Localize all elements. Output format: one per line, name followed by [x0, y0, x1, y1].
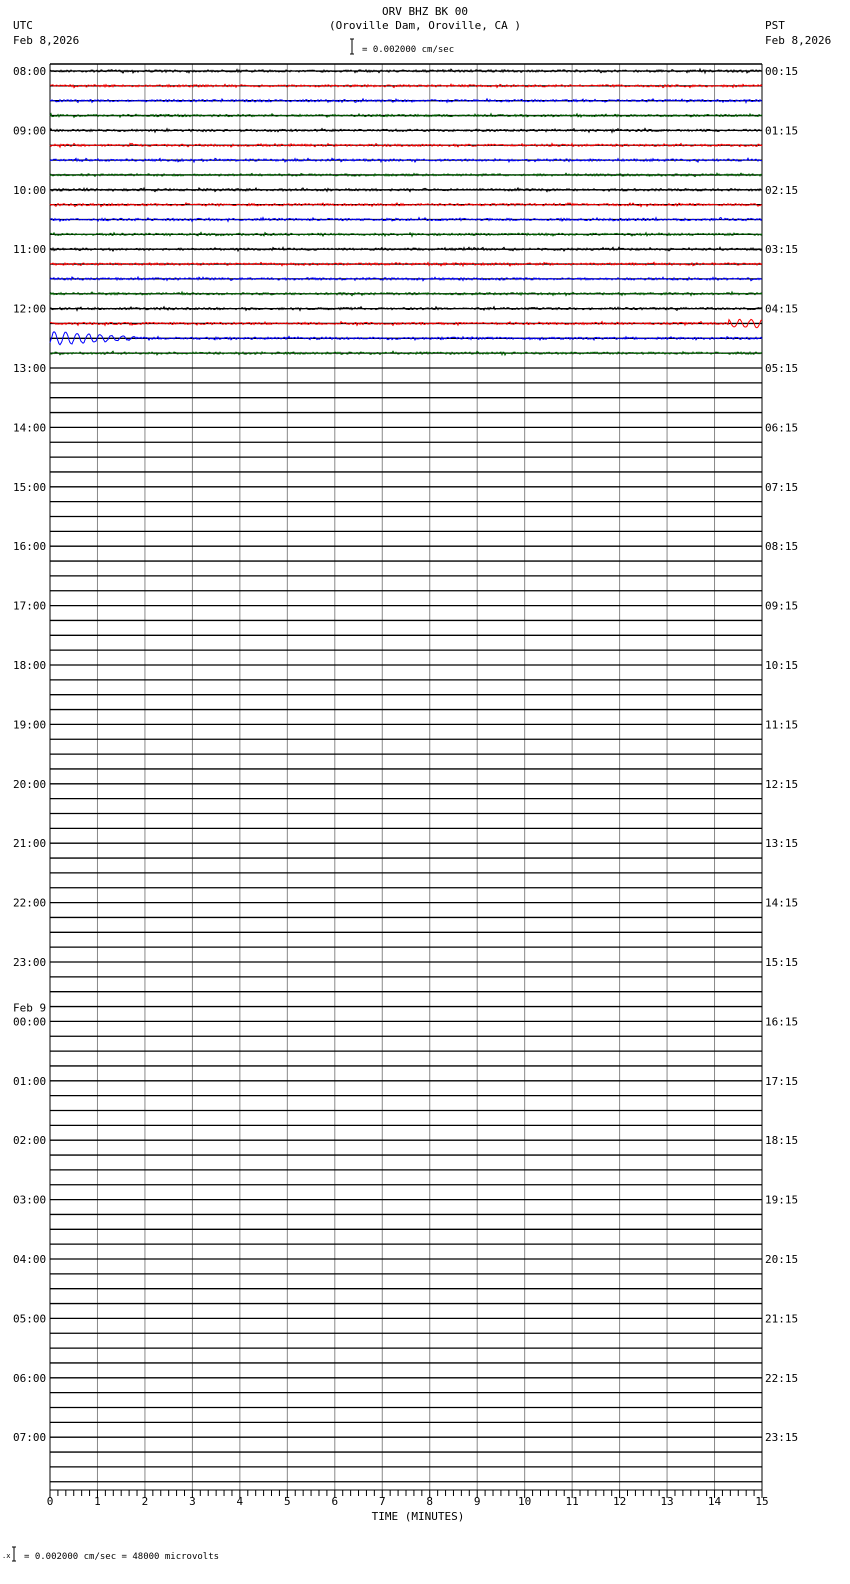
seismic-trace: [50, 203, 762, 207]
utc-hour-label: 17:00: [13, 599, 47, 613]
utc-hour-label: 15:00: [13, 480, 47, 494]
utc-hour-label: 04:00: [13, 1253, 47, 1266]
pst-hour-label: 08:15: [765, 540, 799, 554]
pst-hour-label: 14:15: [765, 896, 799, 910]
x-tick-label: 3: [189, 1495, 196, 1508]
x-tick-label: 4: [236, 1495, 244, 1508]
x-tick-label: 7: [378, 1495, 386, 1508]
x-tick-label: 5: [284, 1495, 291, 1508]
x-axis-label: TIME (MINUTES): [371, 1510, 465, 1523]
utc-hour-label: 00:00: [13, 1015, 47, 1029]
utc-hour-label: 05:00: [13, 1312, 47, 1326]
pst-hour-label: 03:15: [765, 243, 799, 257]
utc-hour-label: 02:00: [13, 1134, 47, 1148]
scale-text: = 0.002000 cm/sec: [362, 45, 455, 55]
pst-hour-label: 19:15: [765, 1193, 799, 1207]
x-tick-label: 9: [473, 1495, 481, 1508]
utc-hour-label: 12:00: [13, 302, 47, 316]
pst-hour-label: 17:15: [765, 1074, 799, 1088]
x-tick-label: 0: [46, 1495, 54, 1508]
station-subtitle: (Oroville Dam, Oroville, CA ): [328, 19, 522, 32]
footer-marker: .x: [2, 1552, 11, 1560]
station-title: ORV BHZ BK 00: [381, 5, 469, 18]
right-date: Feb 8,2026: [765, 34, 832, 47]
pst-hour-label: 12:15: [765, 777, 799, 791]
pst-hour-label: 04:15: [765, 302, 799, 316]
utc-hour-label: 06:00: [13, 1371, 47, 1385]
utc-hour-label: 14:00: [13, 421, 47, 435]
seismic-trace: [50, 158, 762, 162]
x-tick-label: 2: [141, 1495, 149, 1508]
x-tick-label: 1: [94, 1495, 101, 1508]
seismic-trace: [50, 247, 762, 251]
pst-hour-label: 05:15: [765, 362, 799, 375]
pst-hour-label: 11:15: [765, 718, 799, 732]
pst-hour-label: 01:15: [765, 124, 799, 138]
footer-scale-bar-icon: [12, 1547, 16, 1561]
utc-hour-label: 10:00: [13, 183, 47, 197]
footer-scale-text: = 0.002000 cm/sec = 48000 microvolts: [24, 1552, 220, 1562]
utc-hour-label: 19:00: [13, 718, 47, 732]
utc-hour-label: 07:00: [13, 1431, 47, 1445]
utc-hour-label: 21:00: [13, 837, 47, 851]
pst-hour-label: 23:15: [765, 1431, 799, 1445]
utc-hour-label: 16:00: [13, 540, 47, 554]
utc-hour-label: 13:00: [13, 362, 47, 375]
right-timezone: PST: [765, 19, 785, 32]
x-tick-label: 15: [755, 1495, 769, 1508]
pst-hour-label: 07:15: [765, 480, 799, 494]
seismic-trace: [50, 332, 762, 345]
utc-hour-label: 18:00: [13, 659, 47, 672]
x-tick-label: 6: [331, 1495, 339, 1508]
utc-hour-label: 09:00: [13, 124, 47, 138]
x-tick-label: 13: [660, 1495, 674, 1508]
pst-hour-label: 06:15: [765, 421, 799, 435]
utc-hour-label: 11:00: [13, 243, 47, 257]
x-tick-label: 12: [612, 1495, 627, 1508]
left-date: Feb 8,2026: [13, 34, 80, 47]
pst-hour-label: 10:15: [765, 659, 799, 672]
utc-hour-label: 22:00: [13, 896, 47, 910]
left-timezone: UTC: [13, 19, 33, 32]
pst-hour-label: 15:15: [765, 956, 799, 969]
x-tick-label: 11: [565, 1495, 579, 1508]
date-change-label: Feb 9: [13, 1001, 47, 1015]
pst-hour-label: 00:15: [765, 65, 799, 78]
x-tick-label: 14: [707, 1495, 722, 1508]
utc-hour-label: 20:00: [13, 777, 47, 791]
pst-hour-label: 16:15: [765, 1015, 799, 1029]
x-tick-label: 10: [518, 1495, 532, 1508]
pst-hour-label: 21:15: [765, 1312, 799, 1326]
pst-hour-label: 02:15: [765, 183, 799, 197]
pst-hour-label: 20:15: [765, 1253, 799, 1266]
utc-hour-label: 23:00: [13, 956, 47, 969]
utc-hour-label: 01:00: [13, 1074, 47, 1088]
utc-hour-label: 03:00: [13, 1193, 47, 1207]
pst-hour-label: 22:15: [765, 1371, 799, 1385]
pst-hour-label: 13:15: [765, 837, 799, 851]
seismic-trace: [50, 99, 762, 103]
seismic-trace: [50, 319, 762, 327]
pst-hour-label: 09:15: [765, 599, 799, 613]
x-tick-label: 8: [426, 1495, 434, 1508]
scale-bar-icon: [350, 39, 354, 54]
utc-hour-label: 08:00: [13, 65, 47, 78]
pst-hour-label: 18:15: [765, 1134, 799, 1148]
